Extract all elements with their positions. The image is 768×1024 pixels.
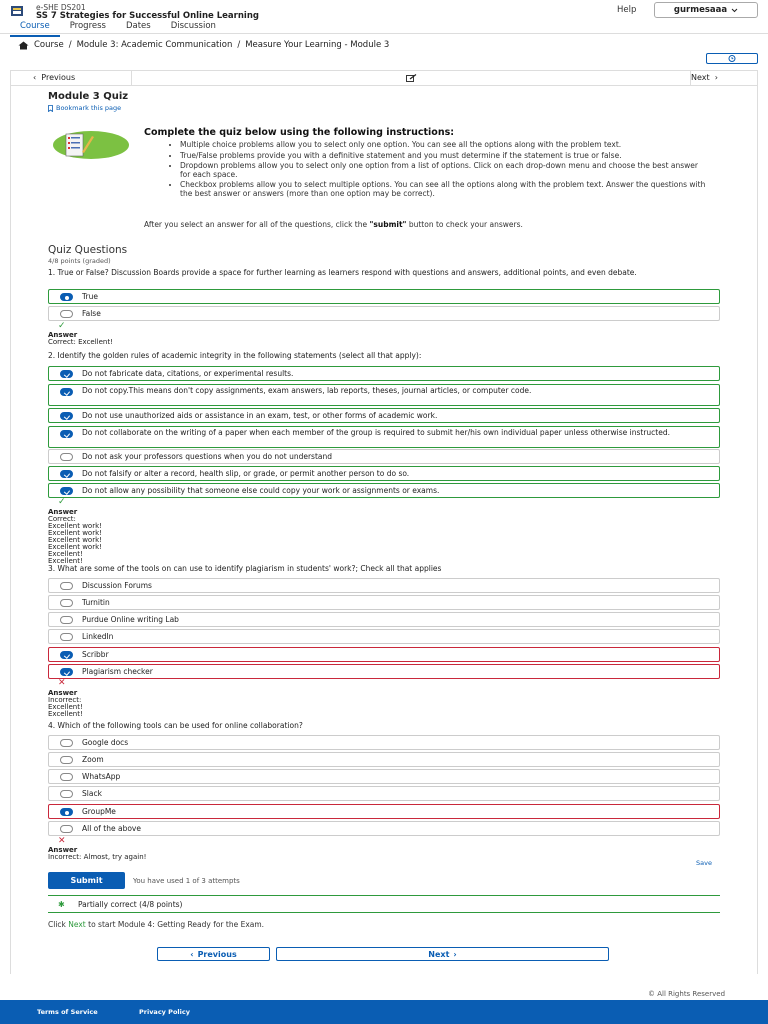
save-button[interactable]: Save — [696, 859, 712, 867]
option-label: True — [82, 292, 98, 301]
q4-option-5[interactable] — [48, 804, 720, 819]
feedback-line: Excellent! — [48, 557, 83, 565]
option-label: Google docs — [82, 738, 129, 747]
course-header — [0, 0, 768, 34]
breadcrumb-separator: / — [68, 40, 72, 50]
tab-discussion[interactable]: Discussion — [170, 21, 216, 31]
checklist-illustration-icon — [52, 130, 130, 160]
instruction-item: • Checkbox problems allow you to select multiple options. You can see all the options along with the problem text. Answer the questions with the best answer or answers (more than one option may be correct). — [180, 181, 710, 198]
q3-option-1[interactable] — [48, 578, 720, 593]
q4-option-6[interactable] — [48, 821, 720, 836]
q4-option-3[interactable] — [48, 769, 720, 784]
course-tabs — [10, 21, 226, 37]
attempts-count: You have used 1 of 3 attempts — [133, 877, 240, 885]
radio-selected-icon — [60, 293, 73, 301]
checkbox-unchecked-icon — [60, 599, 73, 607]
q4-option-4[interactable] — [48, 786, 720, 801]
q2-option-7[interactable] — [48, 483, 720, 498]
q3-option-6[interactable] — [48, 664, 720, 679]
q1-option-false[interactable] — [48, 306, 720, 321]
checkbox-checked-icon — [60, 487, 73, 495]
next-module-link[interactable]: Next — [68, 920, 86, 929]
breadcrumb-module[interactable]: Module 3: Academic Communication — [76, 40, 233, 50]
feedback-line: Correct: — [48, 515, 76, 523]
option-label: LinkedIn — [82, 632, 114, 641]
option-label: Scribbr — [82, 650, 109, 659]
user-menu-button[interactable] — [654, 2, 758, 18]
q4-option-2[interactable] — [48, 752, 720, 767]
bookmarks-button[interactable] — [706, 53, 758, 64]
sequence-unit-tab[interactable] — [131, 71, 691, 85]
site-footer — [0, 1000, 768, 1024]
sequence-next-button[interactable]: Next › — [691, 73, 718, 82]
next-module-note-post: to start Module 4: Getting Ready for the Exam. — [85, 920, 265, 929]
checkbox-unchecked-icon — [60, 453, 73, 461]
instruction-item: • Multiple choice problems allow you to select only one option. You can see all the options along with the problem text. — [180, 141, 710, 150]
chevron-right-icon: › — [453, 949, 457, 959]
checkbox-checked-icon — [60, 370, 73, 378]
bookmark-icon — [48, 105, 53, 112]
radio-unselected-icon — [60, 825, 73, 833]
option-label: GroupMe — [82, 807, 116, 816]
copyright-notice: © All Rights Reserved — [648, 990, 726, 998]
sequence-previous-label: Previous — [41, 73, 76, 82]
feedback-line: Excellent work! — [48, 536, 102, 544]
incorrect-x-icon: ✕ — [58, 678, 66, 688]
feedback-line: Excellent work! — [48, 522, 102, 530]
chevron-left-icon: ‹ — [190, 949, 194, 959]
answer-label: Answer — [48, 846, 78, 854]
course-code: e-SHE DS201 — [36, 3, 86, 12]
checkbox-checked-icon — [60, 470, 73, 478]
question-1-text: 1. True or False? Discussion Boards provide a space for further learning as learners respond with questions and answers, additional points, and even debate. — [48, 268, 637, 277]
tab-progress[interactable]: Progress — [69, 21, 106, 31]
option-label: Plagiarism checker — [82, 667, 153, 676]
q2-option-3[interactable] — [48, 408, 720, 423]
breadcrumb-separator: / — [237, 40, 241, 50]
radio-unselected-icon — [60, 310, 73, 318]
checkbox-checked-icon — [60, 651, 73, 659]
option-label: Do not falsify or alter a record, health slip, or grade, or permit another person to do so. — [82, 469, 410, 478]
institution-logo-icon — [10, 5, 24, 17]
sequence-previous-button[interactable]: ‹ Previous — [33, 73, 76, 82]
q1-answer-feedback — [48, 332, 113, 346]
option-label: Do not use unauthorized aids or assistance in an exam, test, or other forms of academic work. — [82, 411, 438, 420]
feedback-line: Excellent! — [48, 550, 83, 558]
option-label: Do not fabricate data, citations, or experimental results. — [82, 369, 294, 378]
answer-label: Answer — [48, 331, 78, 339]
bottom-next-label: Next — [428, 949, 450, 959]
home-icon[interactable] — [18, 41, 29, 50]
q2-option-6[interactable] — [48, 466, 720, 481]
radio-unselected-icon — [60, 773, 73, 781]
terms-of-service-link[interactable]: Terms of Service — [37, 1008, 98, 1016]
bottom-next-button[interactable] — [276, 947, 609, 961]
instruction-item: • Dropdown problems allow you to select only one option from a list of options. Click on each drop-down menu and choose the best answer for each space. — [180, 162, 710, 179]
answer-label: Answer — [48, 689, 78, 697]
q3-option-5[interactable] — [48, 647, 720, 662]
question-4-text: 4. Which of the following tools can be used for online collaboration? — [48, 721, 303, 730]
breadcrumb-course[interactable]: Course — [34, 40, 64, 50]
radio-unselected-icon — [60, 790, 73, 798]
option-label: Purdue Online writing Lab — [82, 615, 179, 624]
option-label: False — [82, 309, 101, 318]
asterisk-icon: ✱ — [58, 899, 65, 909]
q3-option-2[interactable] — [48, 595, 720, 610]
checkbox-unchecked-icon — [60, 582, 73, 590]
username: gurmesaaa — [673, 5, 728, 15]
q3-answer-feedback — [48, 690, 83, 718]
instruction-item: • True/False problems provide you with a definitive statement and you must determine if the statement is true or false. — [180, 152, 710, 161]
feedback-line: Excellent! — [48, 710, 83, 718]
q3-option-4[interactable] — [48, 629, 720, 644]
checkbox-unchecked-icon — [60, 616, 73, 624]
question-3-text: 3. What are some of the tools on can use to identify plagiarism in students' work?; Check all that applies — [48, 564, 442, 573]
feedback-line: Excellent work! — [48, 543, 102, 551]
option-label: Do not copy.This means don't copy assignments, exam answers, lab reports, theses, journal articles, or computer code. — [82, 386, 532, 395]
answer-label: Answer — [48, 508, 78, 516]
quiz-points: 4/8 points (graded) — [48, 257, 111, 265]
grade-notification-text: Partially correct (4/8 points) — [78, 899, 183, 909]
option-label: Zoom — [82, 755, 104, 764]
bottom-previous-label: Previous — [197, 949, 237, 959]
checkbox-checked-icon — [60, 668, 73, 676]
sequence-navigation — [10, 70, 758, 86]
instructions-list — [180, 141, 710, 200]
q4-option-1[interactable] — [48, 735, 720, 750]
option-label: WhatsApp — [82, 772, 121, 781]
submit-button[interactable]: Submit — [48, 872, 125, 889]
instructions-title: Complete the quiz below using the following instructions: — [144, 127, 455, 138]
option-label: Do not allow any possibility that someone else could copy your work or assignments or exams. — [82, 486, 440, 495]
checkbox-checked-icon — [60, 388, 73, 396]
grade-notification — [48, 895, 720, 913]
radio-unselected-icon — [60, 756, 73, 764]
clock-icon — [727, 55, 737, 62]
feedback-line: Correct: Excellent! — [48, 338, 113, 346]
instructions-submit-note — [144, 220, 523, 229]
option-label: Do not ask your professors questions when you do not understand — [82, 452, 333, 461]
bookmark-page-button[interactable] — [48, 104, 121, 112]
feedback-line: Incorrect: — [48, 696, 82, 704]
option-label: Discussion Forums — [82, 581, 152, 590]
course-title: SS 7 Strategies for Successful Online Learning — [36, 11, 259, 21]
instructions-submit-word: "submit" — [369, 220, 407, 229]
checkbox-unchecked-icon — [60, 633, 73, 641]
next-module-note — [48, 920, 264, 929]
breadcrumb — [18, 40, 389, 50]
q1-option-true[interactable] — [48, 289, 720, 304]
chevron-down-icon — [731, 8, 738, 13]
checkbox-checked-icon — [60, 412, 73, 420]
checkbox-checked-icon — [60, 430, 73, 438]
feedback-line: Excellent work! — [48, 529, 102, 537]
next-module-note-pre: Click — [48, 920, 69, 929]
incorrect-x-icon: ✕ — [58, 836, 66, 846]
option-label: Slack — [82, 789, 102, 798]
tab-dates[interactable]: Dates — [125, 21, 151, 31]
instructions-submit-note-pre: After you select an answer for all of the questions, click the — [144, 220, 370, 229]
bottom-previous-button[interactable] — [157, 947, 270, 961]
q4-answer-feedback — [48, 847, 146, 861]
q2-option-2[interactable] — [48, 384, 720, 406]
q2-option-4[interactable] — [48, 426, 720, 448]
correct-check-icon: ✓ — [58, 497, 66, 507]
option-label: Do not collaborate on the writing of a paper when each member of the group is required to submit her/his own individual paper unless otherwise instructed. — [82, 428, 670, 437]
instructions-submit-note-post: button to check your answers. — [406, 220, 523, 229]
sequence-next-label: Next — [691, 73, 710, 82]
q2-option-5[interactable] — [48, 449, 720, 464]
privacy-policy-link[interactable]: Privacy Policy — [139, 1008, 190, 1016]
radio-unselected-icon — [60, 739, 73, 747]
radio-selected-icon — [60, 808, 73, 816]
quiz-heading: Quiz Questions — [48, 244, 128, 256]
bookmark-page-label: Bookmark this page — [56, 104, 122, 112]
help-link[interactable]: Help — [617, 5, 637, 15]
q2-option-1[interactable] — [48, 366, 720, 381]
q2-answer-feedback — [48, 509, 102, 565]
question-2-text: 2. Identify the golden rules of academic integrity in the following statements (select all that apply): — [48, 351, 422, 360]
unit-title: Module 3 Quiz — [48, 91, 129, 102]
tab-course[interactable]: Course — [10, 21, 60, 37]
q3-option-3[interactable] — [48, 612, 720, 627]
option-label: All of the above — [82, 824, 141, 833]
edit-problem-icon — [406, 74, 417, 82]
option-label: Turnitin — [82, 598, 110, 607]
feedback-line: Excellent! — [48, 703, 83, 711]
breadcrumb-page: Measure Your Learning - Module 3 — [245, 40, 390, 50]
feedback-line: Incorrect: Almost, try again! — [48, 853, 147, 861]
correct-check-icon: ✓ — [58, 321, 66, 331]
